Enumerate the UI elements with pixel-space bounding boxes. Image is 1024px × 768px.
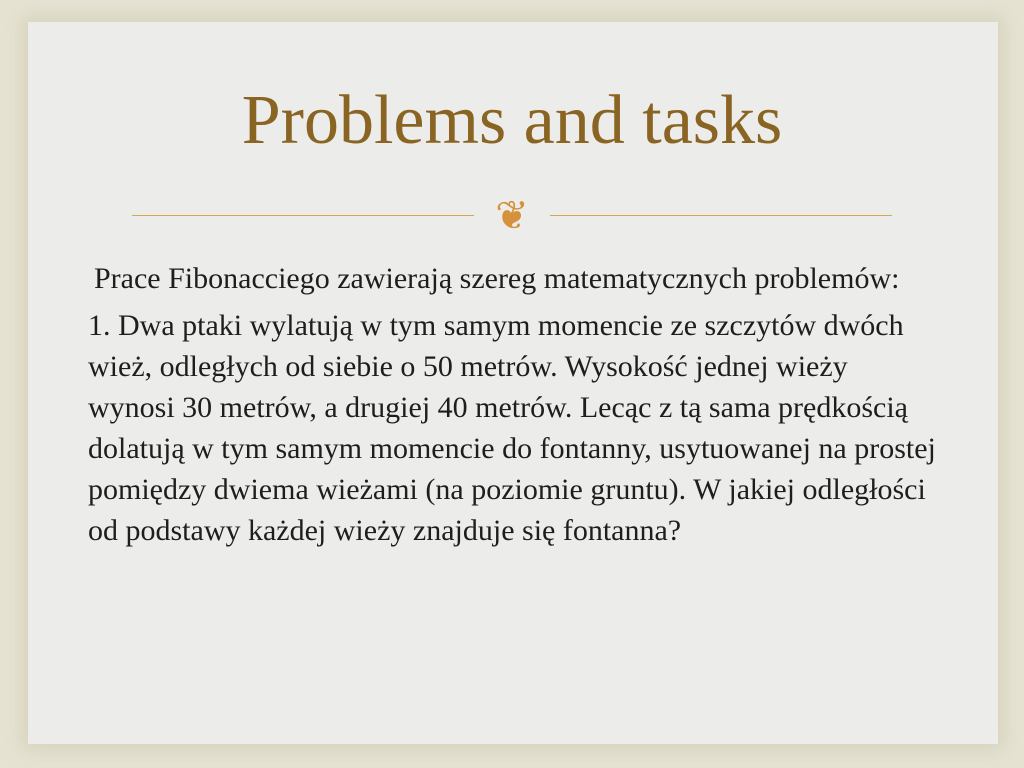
divider-line-left bbox=[132, 215, 474, 216]
slide-body bbox=[88, 258, 938, 557]
slide-title: Problems and tasks bbox=[241, 82, 783, 159]
intro-paragraph: Prace Fibonacciego zawierają szereg matematycznych problemów: bbox=[94, 262, 900, 295]
divider-line-right bbox=[550, 215, 892, 216]
title-divider bbox=[132, 193, 892, 239]
fleuron-ornament-icon: ❦ bbox=[495, 193, 529, 239]
problem-paragraph: 1. Dwa ptaki wylatują w tym samym momencie ze szczytów dwóch wież, odległych od siebie o 50 metrów. Wysokość jednej wieży wynosi 30 metrów, a drugiej 40 metrów. Lecąc z tą sama prędkością dolatują w tym samym momencie do fontanny, usytuowanej na prostej pomiędzy dwiema wieżami (na poziomie gruntu). W jakiej odległości od podstawy każdej wieży znajduje się fontanna? bbox=[88, 309, 936, 547]
